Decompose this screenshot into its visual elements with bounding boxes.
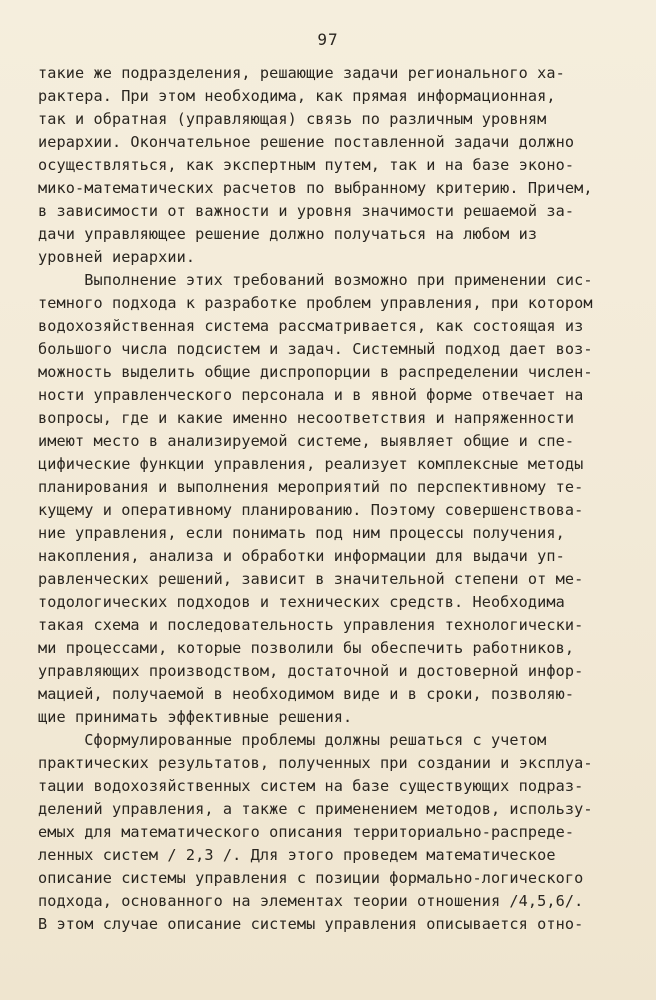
text-line: тодологических подходов и технических средств. Необходима — [38, 593, 565, 611]
text-line: кущему и оперативному планированию. Поэтому совершенствова- — [38, 501, 584, 519]
text-line: ности управленческого персонала и в явной форме отвечает на — [38, 386, 584, 404]
text-line: ми процессами, которые позволили бы обеспечить работников, — [38, 639, 575, 657]
text-line: ленных систем / 2,3 /. Для этого проведем математическое — [38, 846, 556, 864]
text-line: Сформулированные проблемы должны решаться с учетом — [38, 731, 547, 749]
text-line: подхода, основанного на элементах теории отношения /4,5,6/. — [38, 892, 584, 910]
text-line: имеют место в анализируемой системе, выявляет общие и спе- — [38, 432, 575, 450]
text-line: практических результатов, полученных при создании и эксплуа- — [38, 754, 593, 772]
page-number: 97 — [317, 30, 339, 49]
text-line: большого числа подсистем и задач. Системный подход дает воз- — [38, 340, 593, 358]
text-line: можность выделить общие диспропорции в распределении числен- — [38, 363, 593, 381]
text-line: щие принимать эффективные решения. — [38, 708, 353, 726]
text-line: водохозяйственная система рассматривается, как состоящая из — [38, 317, 584, 335]
text-line: уровней иерархии. — [38, 248, 196, 266]
text-line: делений управления, а также с применением методов, использу- — [38, 800, 593, 818]
text-line: планирования и выполнения мероприятий по перспективному те- — [38, 478, 584, 496]
text-line: так и обратная (управляющая) связь по различным уровням — [38, 110, 547, 128]
text-line: цифические функции управления, реализует комплексные методы — [38, 455, 584, 473]
text-line: иерархии. Окончательное решение поставленной задачи должно — [38, 133, 575, 151]
text-line: управляющих производством, достаточной и достоверной инфор- — [38, 662, 584, 680]
text-line: В этом случае описание системы управления описывается отно- — [38, 915, 584, 933]
text-line: вопросы, где и какие именно несоответствия и напряженности — [38, 409, 575, 427]
text-line: темного подхода к разработке проблем управления, при котором — [38, 294, 593, 312]
text-line: тации водохозяйственных систем на базе существующих подраз- — [38, 777, 584, 795]
text-line: осуществляться, как экспертным путем, так и на базе эконо- — [38, 156, 575, 174]
text-line: в зависимости от важности и уровня значимости решаемой за- — [38, 202, 575, 220]
text-line: описание системы управления с позиции формально-логического — [38, 869, 584, 887]
text-line: рактера. При этом необходима, как прямая информационная, — [38, 87, 556, 105]
text-line: такие же подразделения, решающие задачи регионального ха- — [38, 64, 565, 82]
text-line: ние управления, если понимать под ним процессы получения, — [38, 524, 565, 542]
text-line: Выполнение этих требований возможно при применении сис- — [38, 271, 593, 289]
text-line: мико-математических расчетов по выбранному критерию. Причем, — [38, 179, 593, 197]
text-line: равленческих решений, зависит в значительной степени от ме- — [38, 570, 584, 588]
text-line: мацией, получаемой в необходимом виде и в сроки, позволяю- — [38, 685, 575, 703]
text-line: емых для математического описания территориально-распреде- — [38, 823, 575, 841]
text-line: такая схема и последовательность управления технологически- — [38, 616, 584, 634]
text-line: накопления, анализа и обработки информации для выдачи уп- — [38, 547, 565, 565]
text-line: дачи управляющее решение должно получаться на любом из — [38, 225, 538, 243]
